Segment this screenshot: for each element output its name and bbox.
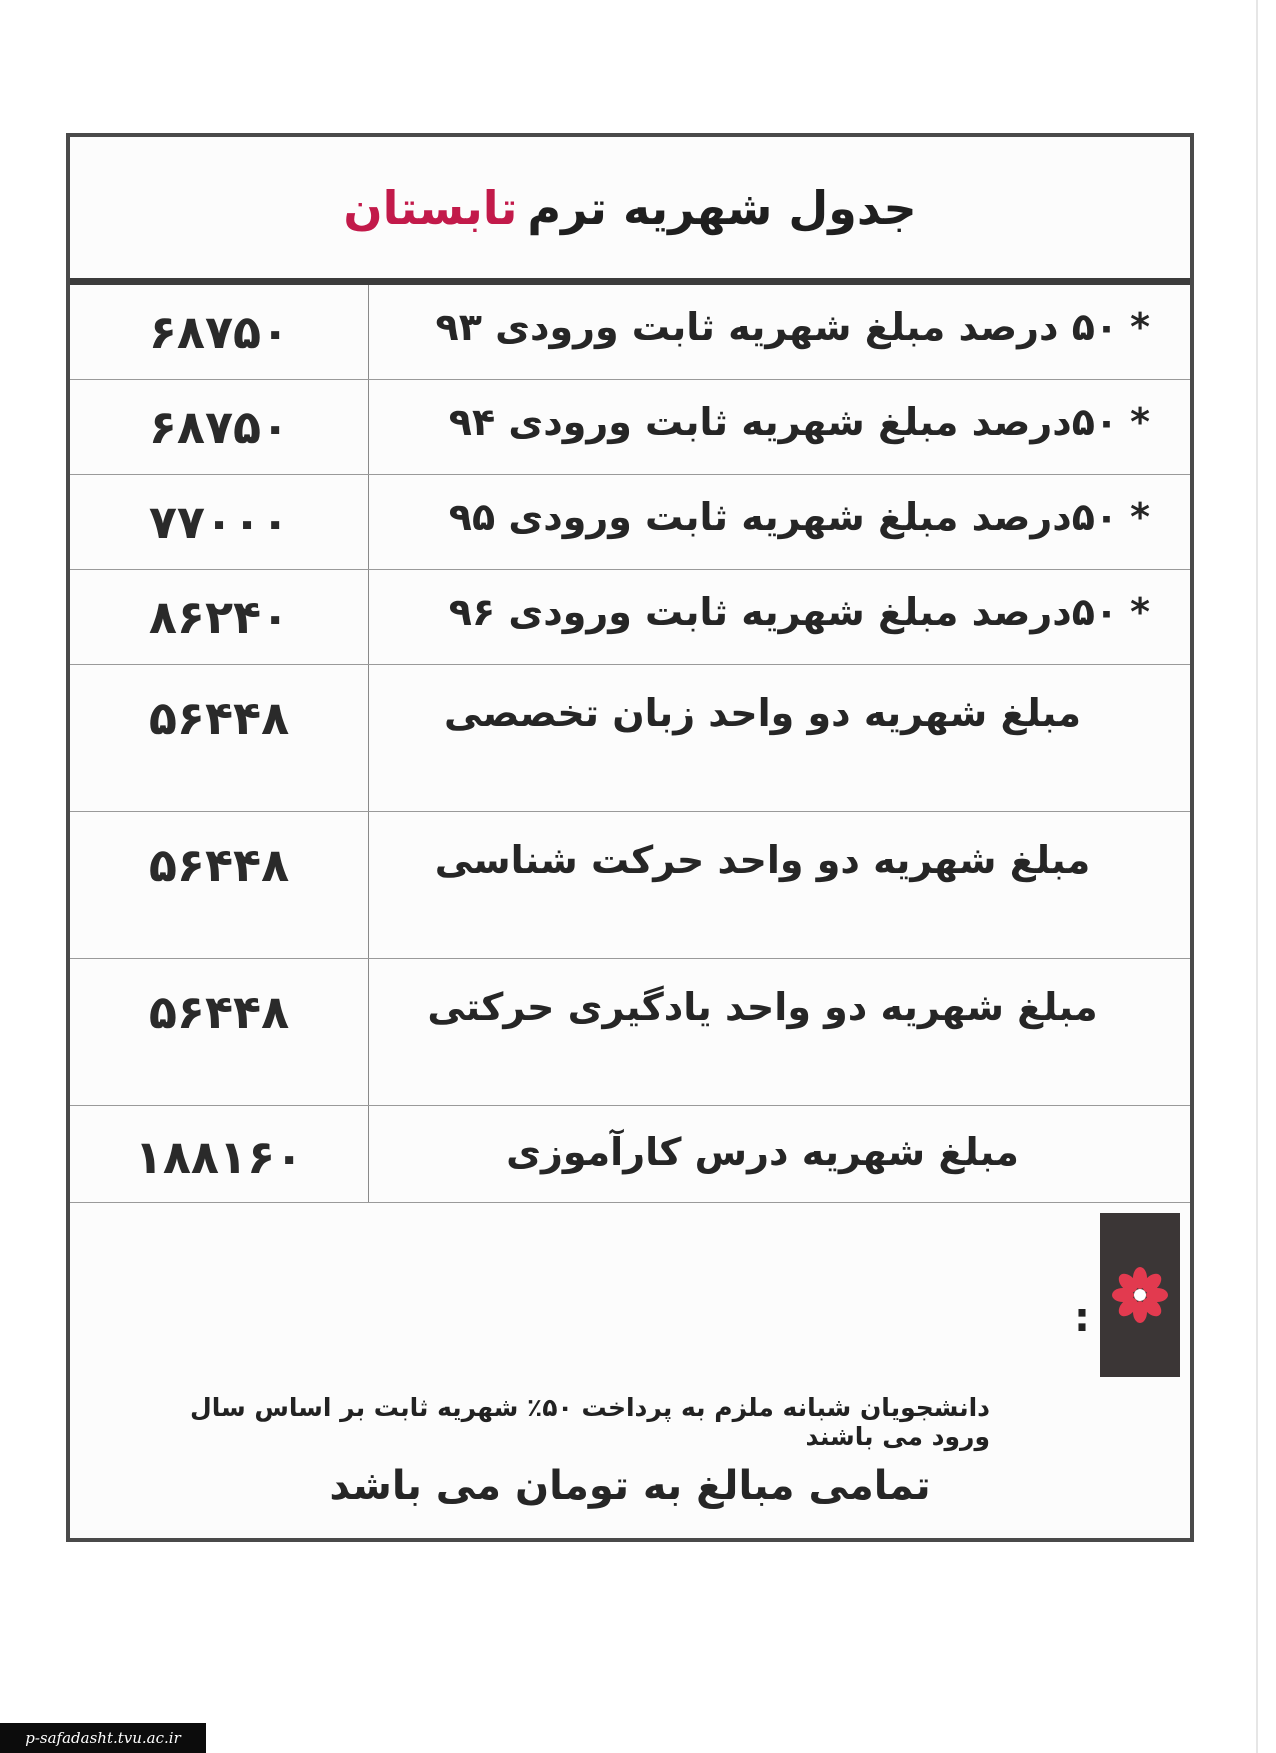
site-watermark: p-safadasht.tvu.ac.ir bbox=[0, 1723, 206, 1753]
table-row bbox=[70, 959, 1190, 1106]
row-label bbox=[365, 570, 1190, 664]
night-students-note: دانشجویان شبانه ملزم به پرداخت ۵۰٪ شهریه ثابت بر اساس سال ورود می باشند bbox=[190, 1393, 990, 1451]
paper-edge bbox=[1256, 0, 1258, 1753]
row-label: مبلغ شهریه دو واحد یادگیری حرکتی bbox=[427, 985, 1098, 1029]
row-label bbox=[365, 380, 1190, 474]
flower-icon bbox=[1100, 1213, 1180, 1377]
row-label: مبلغ شهریه درس کارآموزی bbox=[506, 1130, 1019, 1174]
row-amount: ۷۷۰۰۰ bbox=[70, 475, 369, 569]
row-amount: ۱۸۸۱۶۰ bbox=[70, 1106, 369, 1202]
note-area bbox=[70, 1205, 1190, 1538]
asterisk-icon: * bbox=[1130, 590, 1150, 634]
table-row bbox=[70, 285, 1190, 380]
table-row bbox=[70, 475, 1190, 570]
row-amount: ۸۶۲۴۰ bbox=[70, 570, 369, 664]
table-row bbox=[70, 1106, 1190, 1203]
asterisk-icon: * bbox=[1130, 400, 1150, 444]
row-label-text: ۵۰درصد مبلغ شهریه ثابت ورودی ۹۴ bbox=[448, 400, 1119, 444]
row-amount: ۵۶۴۴۸ bbox=[70, 959, 369, 1105]
table-row bbox=[70, 570, 1190, 665]
row-label-text: ۵۰درصد مبلغ شهریه ثابت ورودی ۹۵ bbox=[448, 495, 1119, 539]
row-label bbox=[365, 285, 1190, 379]
currency-note: تمامی مبالغ به تومان می باشد bbox=[329, 1463, 931, 1509]
table-row bbox=[70, 380, 1190, 475]
row-amount: ۵۶۴۴۸ bbox=[70, 812, 369, 958]
row-amount: ۶۸۷۵۰ bbox=[70, 285, 369, 379]
table-row bbox=[70, 812, 1190, 959]
tuition-table-frame bbox=[66, 133, 1194, 1542]
title-main: جدول شهریه ترم bbox=[527, 180, 917, 235]
note-colon: : bbox=[1074, 1295, 1090, 1341]
asterisk-icon: * bbox=[1130, 495, 1150, 539]
page-title bbox=[70, 137, 1190, 285]
row-label-text: ۵۰درصد مبلغ شهریه ثابت ورودی ۹۶ bbox=[448, 590, 1119, 634]
asterisk-icon: * bbox=[1130, 305, 1150, 349]
title-accent: تابستان bbox=[343, 180, 518, 235]
row-label: مبلغ شهریه دو واحد زبان تخصصی bbox=[444, 691, 1082, 735]
row-label-text: ۵۰ درصد مبلغ شهریه ثابت ورودی ۹۳ bbox=[435, 305, 1119, 349]
row-label bbox=[365, 475, 1190, 569]
row-label: مبلغ شهریه دو واحد حرکت شناسی bbox=[434, 838, 1091, 882]
row-amount: ۵۶۴۴۸ bbox=[70, 665, 369, 811]
table-row bbox=[70, 665, 1190, 812]
row-amount: ۶۸۷۵۰ bbox=[70, 380, 369, 474]
tuition-table bbox=[70, 285, 1190, 1203]
